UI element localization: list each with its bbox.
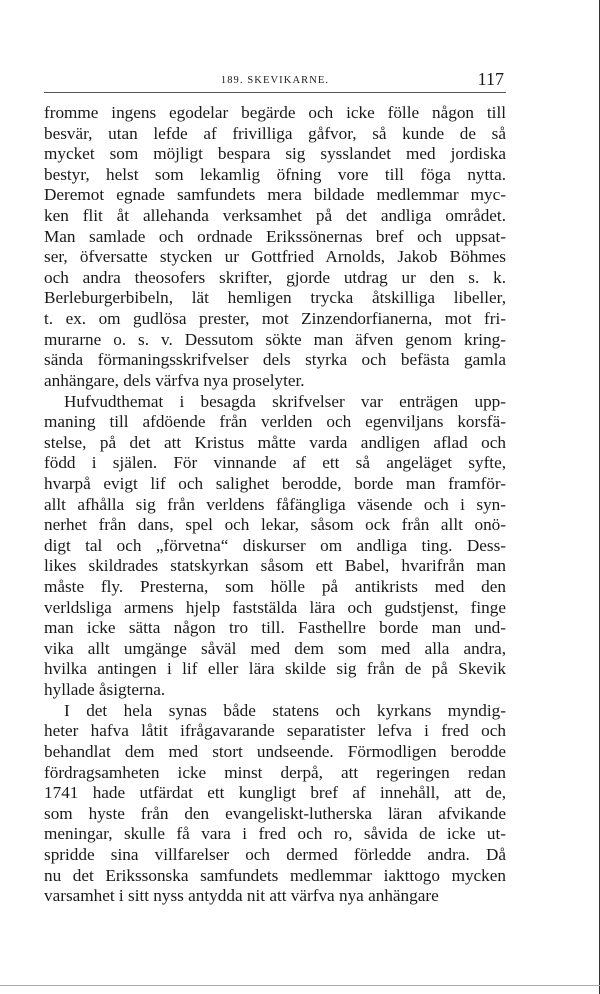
- text-line: som hyste från den evangeliskt-lutherska läran afvikande: [44, 803, 506, 823]
- paragraph: [44, 103, 506, 392]
- text-line: Man samlade och ordnade Erikssönernas bref och uppsat-: [44, 226, 506, 246]
- paragraph: [44, 701, 506, 907]
- text-line: Berleburgerbibeln, lät hemligen trycka åtskilliga libeller,: [44, 288, 506, 308]
- text-line: nu det Erikssonska samfundets medlemmar iakttogo mycken: [44, 865, 506, 885]
- text-line: stelse, på det att Kristus måtte varda andligen aflad och: [44, 432, 506, 452]
- text-line: nerhet från dans, spel och lekar, såsom ock från allt onö-: [44, 515, 506, 535]
- text-line: fromme ingens egodelar begärde och icke fölle någon till: [44, 103, 506, 122]
- text-line: 1741 hade utfärdat ett kungligt bref af innehåll, att de,: [44, 783, 506, 803]
- text-line: vika allt umgänge såväl med dem som med alla andra,: [44, 638, 506, 658]
- body-text: [44, 103, 506, 907]
- bottom-rule: [0, 985, 600, 986]
- book-page: [44, 66, 506, 907]
- text-line: anhängare, dels värfva nya proselyter.: [44, 370, 305, 390]
- text-line: född i själen. För vinnande af ett så angeläget syfte,: [44, 453, 506, 473]
- text-line: måste fly. Presterna, som hölle på antikrists med den: [44, 577, 506, 597]
- text-line: Hufvudthemat i besagda skrifvelser var enträgen upp-: [64, 391, 506, 411]
- text-line: spridde sina villfarelser och dermed förledde andra. Då: [44, 844, 506, 864]
- text-line: behandlat dem med stort undseende. Förmodligen berodde: [44, 741, 506, 761]
- text-line: sända förmaningsskrifvelser dels styrka och befästa gamla: [44, 350, 506, 370]
- text-line: murarne o. s. v. Dessutom sökte man äfven genom kring-: [44, 329, 506, 349]
- page-number: 117: [477, 69, 504, 89]
- text-line: likes skildrades statskyrkan såsom ett Babel, hvarifrån man: [44, 556, 506, 576]
- text-line: hvilka antingen i lif eller lära skilde sig från de på Skevik: [44, 659, 506, 679]
- text-line: bestyr, helst som lekamlig öfning vore till föga nytta.: [44, 164, 506, 184]
- text-line: mycket som möjligt bespara sig sysslandet med jordiska: [44, 144, 506, 164]
- text-line: maning till afdöende från verlden och egenviljans korsfä-: [44, 412, 506, 432]
- text-line: varsamhet i sitt nyss antydda nit att värfva nya anhängare: [44, 886, 439, 906]
- text-line: man icke sätta någon tro till. Fasthellre borde man und-: [44, 618, 506, 638]
- text-line: ken flit åt allehanda verksamhet på det andliga området.: [44, 206, 506, 226]
- paragraph: [44, 392, 506, 701]
- text-line: I det hela synas både statens och kyrkans myndig-: [64, 700, 506, 720]
- text-line: allt afhålla sig från verldens fåfängliga väsende och i syn-: [44, 494, 506, 514]
- text-line: ser, öfversatte stycken ur Gottfried Arnolds, Jakob Böhmes: [44, 247, 506, 267]
- text-line: heter hafva låtit ifrågavarande separatister lefva i fred och: [44, 721, 506, 741]
- text-line: hyllade åsigterna.: [44, 680, 166, 700]
- text-line: hvarpå evigt lif och salighet berodde, borde man framför-: [44, 473, 506, 493]
- text-line: verldsliga armens hjelp faststälda lära och gudstjenst, finge: [44, 597, 506, 617]
- text-line: besvär, utan lefde af frivilliga gåfvor, så kunde de så: [44, 123, 506, 143]
- running-head: [44, 66, 506, 93]
- text-line: t. ex. om gudlösa prester, mot Zinzendorfianerna, mot fri-: [44, 309, 506, 329]
- text-line: Deremot egnade samfundets mera bildade medlemmar myc-: [44, 185, 506, 205]
- section-title: 189. SKEVIKARNE.: [220, 75, 330, 86]
- text-line: meningar, skulle få vara i fred och ro, såvida de icke ut-: [44, 824, 506, 844]
- text-line: fördragsamheten icke minst derpå, att regeringen redan: [44, 762, 506, 782]
- text-line: digt tal och „förvetna“ diskurser om andliga ting. Dess-: [44, 535, 506, 555]
- text-line: och andra theosofers skrifter, gjorde utdrag ur den s. k.: [44, 267, 506, 287]
